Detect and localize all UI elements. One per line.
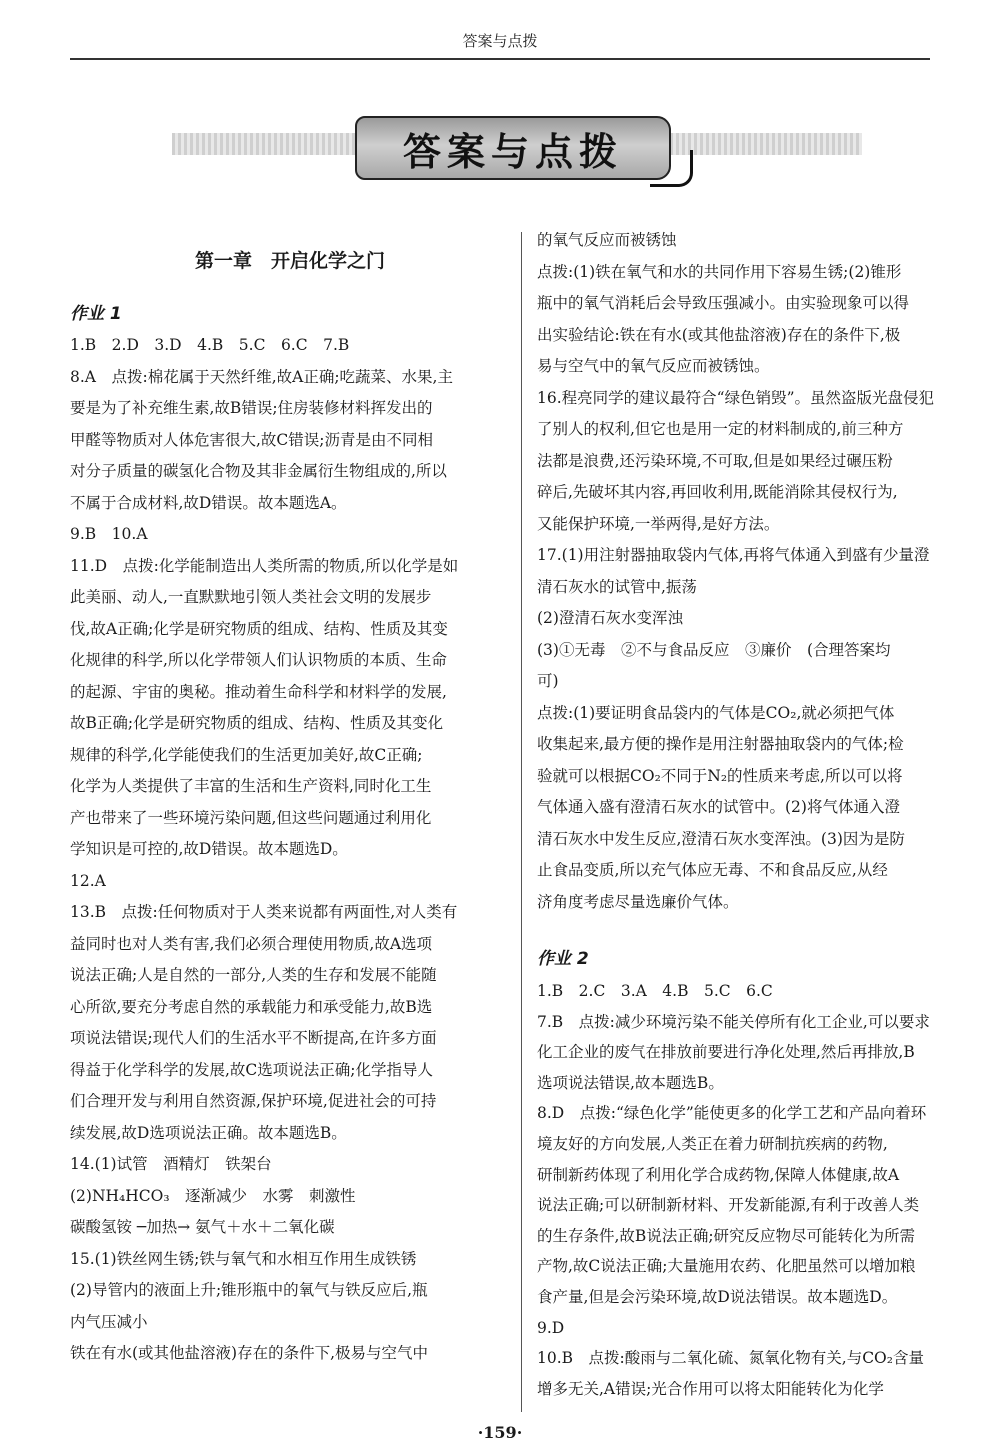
text-line: 产也带来了一些环境污染问题,但这些问题通过利用化 [70,808,432,827]
text-line: 学知识是可控的,故D错误。故本题选D。 [70,840,348,858]
text-line: 的氧气反应而被锈蚀 [537,231,677,249]
text-line: 清石灰水中发生反应,澄清石灰水变浑浊。(3)因为是防 [537,829,905,848]
text-line: (2)导管内的液面上升;锥形瓶中的氧气与铁反应后,瓶 [70,1281,428,1299]
text-line: 的起源、宇宙的奥秘。推动着生命科学和材料学的发展, [70,682,447,701]
text-line: 化工企业的废气在排放前要进行净化处理,然后再排放,B [537,1043,915,1062]
homework-2-title: 作业 2 [537,949,589,969]
text-line: 益同时也对人类有害,我们必须合理使用物质,故A选项 [70,934,433,953]
text-line: 止食品变质,所以充气体应无毒、不和食品反应,从经 [537,861,888,879]
text-line: 气体通入盛有澄清石灰水的试管中。(2)将气体通入澄 [537,798,900,816]
text-line: 此美丽、动人,一直默默地引领人类社会文明的发展步 [70,588,432,606]
text-line: 说法正确;人是自然的一部分,人类的生存和发展不能随 [70,966,437,984]
text-line: (2)NH₄HCO₃ 逐渐减少 水雾 刺激性 [70,1186,356,1205]
text-line: 可) [537,672,559,690]
text-line: 化规律的科学,所以化学带领人们认识物质的本质、生命 [70,651,447,669]
text-line: 得益于化学科学的发展,故C选项说法正确;化学指导人 [70,1060,434,1079]
text-line: 1.B 2.D 3.D 4.B 5.C 6.C 7.B [70,336,350,354]
text-line: 清石灰水的试管中,振荡 [537,577,697,596]
banner-title: 答案与点拨 [355,116,671,180]
text-line: 境友好的方向发展,人类正在着力研制抗疾病的药物, [537,1135,888,1153]
text-line: 项说法错误;现代人们的生活水平不断提高,在许多方面 [70,1029,437,1047]
chapter-title: 第一章 开启化学之门 [194,250,385,272]
text-line: 16.程亮同学的建议最符合“绿色销毁”。虽然盗版光盘侵犯 [537,388,935,407]
text-line: 验就可以根据CO₂不同于N₂的性质来考虑,所以可以将 [537,766,903,785]
text-line: 化学为人类提供了丰富的生活和生产资料,同时化工生 [70,777,432,795]
text-line: 铁在有水(或其他盐溶液)存在的条件下,极易与空气中 [70,1344,429,1362]
text-line: 1.B 2.C 3.A 4.B 5.C 6.C [537,982,773,1000]
text-line: 产物,故C说法正确;大量施用农药、化肥虽然可以增加粮 [537,1257,916,1276]
page-number: ·159· [477,1423,523,1442]
text-line: 收集起来,最方便的操作是用注射器抽取袋内的气体;检 [537,735,904,753]
text-line: 10.B 点拨:酸雨与二氧化硫、氮氧化物有关,与CO₂含量 [537,1349,924,1368]
text-line: 对分子质量的碳氢化合物及其非金属衍生物组成的,所以 [70,462,447,480]
header-rule [70,58,930,60]
text-line: 说法正确;可以研制新材料、开发新能源,有利于改善人类 [537,1196,920,1215]
text-line: 增多无关,A错误;光合作用可以将太阳能转化为化学 [537,1379,884,1398]
text-line: 内气压减小 [70,1312,148,1331]
text-line: 易与空气中的氧气反应而被锈蚀。 [537,357,770,375]
text-line: 11.D 点拨:化学能制造出人类所需的物质,所以化学是如 [70,556,459,575]
text-line: 9.B 10.A [70,525,148,543]
text-line: 不属于合成材料,故D错误。故本题选A。 [70,493,347,512]
text-line: 的生存条件,故B说法正确;研究反应物尽可能转化为所需 [537,1226,916,1245]
text-line: 选项说法错误,故本题选B。 [537,1073,724,1092]
text-line: 研制新药体现了利用化学合成药物,保障人体健康,故A [537,1165,900,1184]
text-line: 点拨:(1)铁在氧气和水的共同作用下容易生锈;(2)锥形 [537,262,902,281]
text-line: 9.D [537,1318,565,1337]
text-line: (3)①无毒 ②不与食品反应 ③廉价 (合理答案均 [537,640,891,659]
text-line: 出实验结论:铁在有水(或其他盐溶液)存在的条件下,极 [537,325,901,344]
text-line: 食产量,但是会污染环境,故D说法错误。故本题选D。 [537,1288,898,1306]
text-line: 甲醛等物质对人体危害很大,故C错误;沥青是由不同相 [70,430,434,449]
running-head: 答案与点拨 [462,32,538,50]
text-line: 14.(1)试管 酒精灯 铁架台 [70,1155,272,1173]
text-line: 8.D 点拨:“绿色化学”能使更多的化学工艺和产品向着环 [537,1104,927,1123]
text-line: 济角度考虑尽量选廉价气体。 [537,892,739,911]
text-line: 们合理开发与利用自然资源,保护环境,促进社会的可持 [70,1092,437,1110]
text-line: 碎后,先破坏其内容,再回收利用,既能消除其侵权行为, [537,483,898,501]
text-line: 伐,故A正确;化学是研究物质的组成、结构、性质及其变 [70,619,448,638]
text-line: 17.(1)用注射器抽取袋内气体,再将气体通入到盛有少量澄 [537,546,930,564]
text-line: 故B正确;化学是研究物质的组成、结构、性质及其变化 [70,714,444,732]
text-line: 规律的科学,化学能使我们的生活更加美好,故C正确; [70,745,423,764]
text-line: 要是为了补充维生素,故B错误;住房装修材料挥发出的 [70,399,433,417]
text-line: 碳酸氢铵 ─加热→ 氨气＋水＋二氧化碳 [70,1218,335,1236]
text-line: 心所欲,要充分考虑自然的承载能力和承受能力,故B选 [70,997,433,1016]
text-line: 了别人的权利,但它也是用一定的材料制成的,前三种方 [537,420,904,438]
text-line: 法都是浪费,还污染环境,不可取,但是如果经过碾压粉 [537,451,893,470]
text-line: 瓶中的氧气消耗后会导致压强减小。由实验现象可以得 [537,294,910,312]
text-line: 13.B 点拨:任何物质对于人类来说都有两面性,对人类有 [70,903,458,921]
text-line: 12.A [70,871,106,890]
text-line: 8.A 点拨:棉花属于天然纤维,故A正确;吃蔬菜、水果,主 [70,367,453,386]
text-line: 续发展,故D选项说法正确。故本题选B。 [70,1123,347,1142]
text-line: (2)澄清石灰水变浑浊 [537,609,683,627]
banner-tail [650,150,693,187]
text-line: 又能保护环境,一举两得,是好方法。 [537,514,780,533]
homework-1-title: 作业 1 [70,304,122,324]
column-divider [521,232,522,1412]
text-line: 点拨:(1)要证明食品袋内的气体是CO₂,就必须把气体 [537,703,895,722]
text-line: 7.B 点拨:减少环境污染不能关停所有化工企业,可以要求 [537,1012,930,1031]
text-line: 15.(1)铁丝网生锈;铁与氧气和水相互作用生成铁锈 [70,1249,417,1268]
